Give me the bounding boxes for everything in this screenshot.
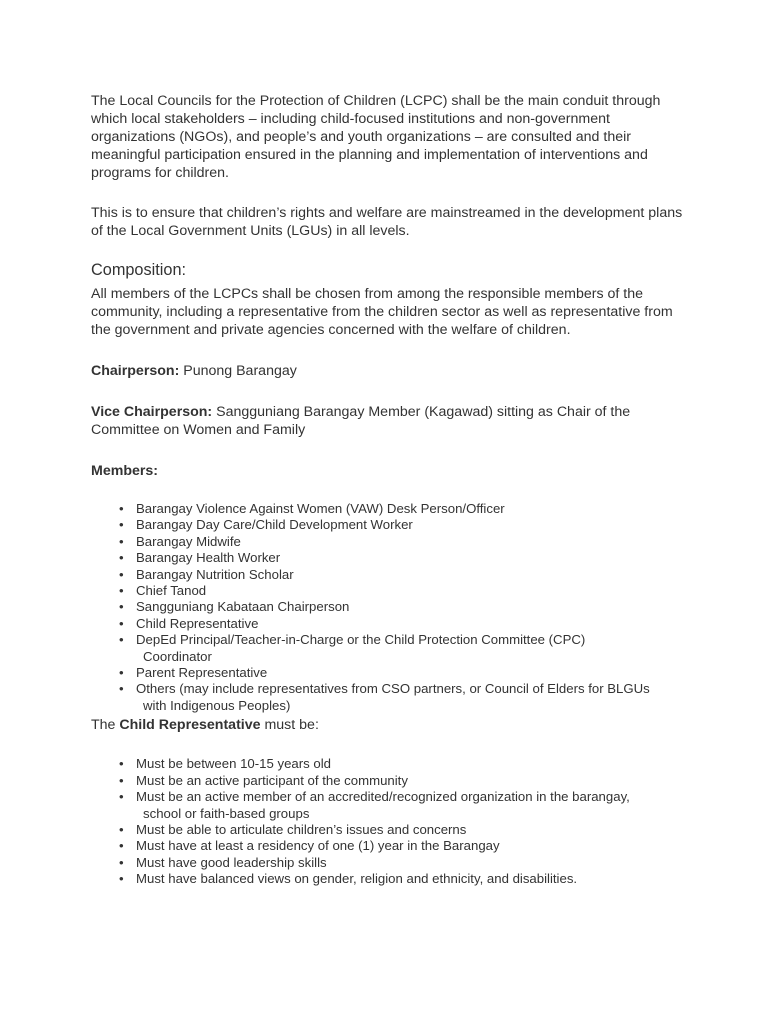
bullet-icon: • [119,681,124,697]
list-item-continuation: with Indigenous Peoples) [143,697,291,713]
composition-text: All members of the LCPCs shall be chosen from among the responsible members of the community, including a representative from the children sector as well as representative from the government and private agencies concerned with the welfare of children. [91,286,673,338]
child-rep-bold: Child Representative [119,717,261,734]
bullet-icon: • [119,854,124,870]
vice-chairperson-line [91,403,691,439]
list-item-text: Barangay Nutrition Scholar [136,566,294,582]
bullet-icon: • [119,772,124,788]
list-item [91,681,691,714]
bullet-icon: • [119,632,124,648]
composition-heading: Composition: [91,261,187,279]
list-item-text: Must have good leadership skills [136,854,327,870]
bullet-icon: • [119,789,124,805]
list-item [91,789,691,822]
list-item-continuation: Coordinator [143,648,212,664]
list-item [91,550,691,566]
list-item-text: Barangay Violence Against Women (VAW) Desk Person/Officer [136,501,505,516]
bullet-icon: • [119,517,124,533]
list-item [91,567,691,583]
list-item-text: Must be an active member of an accredited/recognized organization in the barangay, [136,789,630,805]
intro-paragraph-1: The Local Councils for the Protection of Children (LCPC) shall be the main conduit through which local stakeholders – including child-focused institutions and non-government organizations (NGOs), and people’s and youth organizations – are consulted and their meaningful participation ensured in the planning and implementation of interventions and programs for children. [91,93,661,181]
list-item-text: Must be an active participant of the community [136,772,408,788]
list-item-text: Must be between 10-15 years old [136,756,331,772]
bullet-icon: • [119,838,124,854]
list-item [91,773,691,789]
list-item [91,517,691,533]
list-item-text: Barangay Day Care/Child Development Worker [136,517,413,533]
chairperson-line [91,362,691,380]
list-item [91,534,691,550]
child-rep-prefix: The [91,717,120,734]
members-list [91,501,691,714]
bullet-icon: • [119,501,124,516]
bullet-icon: • [119,583,124,599]
list-item-text: Must have at least a residency of one (1) year in the Barangay [136,838,500,854]
list-item [91,616,691,632]
list-item [91,632,691,665]
list-item [91,599,691,615]
bullet-icon: • [119,599,124,615]
vice-chairperson-value: Sangguniang Barangay Member (Kagawad) sitting as Chair of the Committee on Women and Family [91,404,631,438]
child-rep-suffix: must be: [260,717,319,734]
list-item-text: Parent Representative [136,665,268,681]
intro-paragraph-2: This is to ensure that children’s rights and welfare are mainstreamed in the development plans of the Local Government Units (LGUs) in all levels. [91,205,683,239]
chairperson-label: Chairperson: [91,363,180,379]
bullet-icon: • [119,615,124,631]
document-page [91,92,691,888]
members-label-text: Members: [91,463,159,479]
list-item-text: Barangay Health Worker [136,550,281,566]
list-item-text: Must have balanced views on gender, religion and ethnicity, and disabilities. [136,871,578,887]
child-representative-intro [91,716,691,734]
list-item [91,756,691,772]
list-item-text: Chief Tanod [136,583,207,599]
list-item [91,583,691,599]
list-item-text: Must be able to articulate children’s issues and concerns [136,821,467,837]
list-item [91,665,691,681]
list-item [91,838,691,854]
members-label [91,462,691,480]
vice-chairperson-label: Vice Chairperson: [91,404,213,420]
bullet-icon: • [119,566,124,582]
list-item-text: DepEd Principal/Teacher-in-Charge or the Child Protection Committee (CPC) [136,632,586,648]
list-item [91,871,691,887]
list-item [91,822,691,838]
bullet-icon: • [119,756,124,772]
chairperson-value: Punong Barangay [179,363,297,379]
bullet-icon: • [119,665,124,681]
list-item-text: Others (may include representatives from CSO partners, or Council of Elders for BLGUs [136,681,650,697]
child-rep-requirements-list [91,756,691,887]
list-item [91,501,691,517]
bullet-icon: • [119,533,124,549]
list-item-text: Child Representative [136,615,259,631]
list-item-text: Sangguniang Kabataan Chairperson [136,599,350,615]
bullet-icon: • [119,550,124,566]
list-item-text: Barangay Midwife [136,533,241,549]
list-item-continuation: school or faith-based groups [143,805,310,821]
bullet-icon: • [119,821,124,837]
bullet-icon: • [119,871,124,887]
list-item [91,855,691,871]
